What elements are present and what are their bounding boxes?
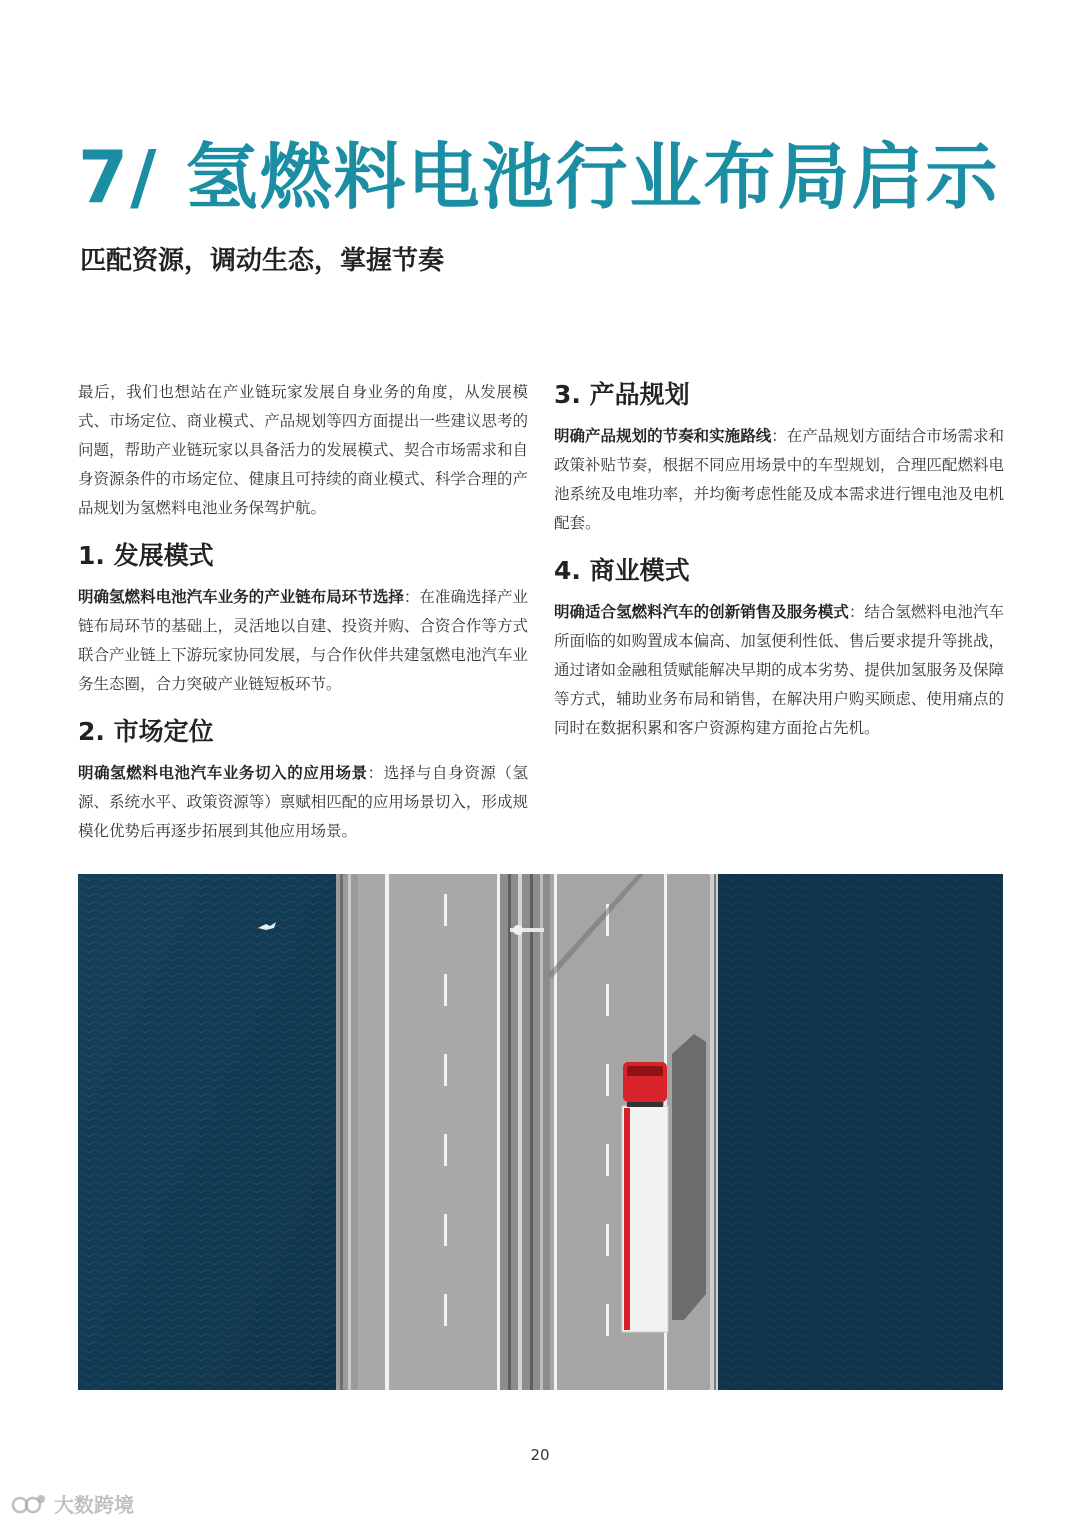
- section-body: ：在产品规划方面结合市场需求和政策补贴节奏，根据不同应用场景中的车型规划，合理匹配燃料电池系统及电堆功率，并均衡考虑性能及成本需求进行锂电池及电机配套。: [554, 427, 1004, 532]
- section-lead: 明确适合氢燃料汽车的创新销售及服务模式: [554, 603, 849, 621]
- section-lead: 明确氢燃料电池汽车业务切入的应用场景: [78, 764, 368, 782]
- section-heading-development: 1. 发展模式: [78, 541, 214, 570]
- section-paragraph-market: [78, 759, 528, 846]
- watermark-text: 大数跨境: [54, 1493, 134, 1517]
- right-column: [554, 378, 1004, 757]
- section-body: ：选择与自身资源（氢源、系统水平、政策资源等）禀赋相匹配的应用场景切入，形成规模化优势后再逐步拓展到其他应用场景。: [78, 764, 528, 840]
- section-heading-product: 3. 产品规划: [554, 380, 690, 409]
- page-number: 20: [530, 1446, 550, 1464]
- intro-paragraph: 最后，我们也想站在产业链玩家发展自身业务的角度，从发展模式、市场定位、商业模式、产品规划等四方面提出一些建议思考的问题，帮助产业链玩家以具备活力的发展模式、契合市场需求和自身资源条件的市场定位、健康且可持续的商业模式、科学合理的产品规划为氢燃料电池业务保驾护航。: [78, 383, 528, 517]
- section-body: ：在准确选择产业链布局环节的基础上，灵活地以自建、投资并购、合资合作等方式联合产业链上下游玩家协同发展，与合作伙伴共建氢燃电池汽车业务生态圈，合力突破产业链短板环节。: [78, 588, 528, 693]
- section-paragraph-development: [78, 583, 528, 699]
- section-paragraph-business: [554, 598, 1004, 743]
- section-lead: 明确产品规划的节奏和实施路线: [554, 427, 772, 445]
- watermark-logo-icon: [10, 1491, 48, 1517]
- page-subtitle: 匹配资源，调动生态，掌握节奏: [80, 246, 445, 276]
- section-lead: 明确氢燃料电池汽车业务的产业链布局环节选择: [78, 588, 404, 606]
- section-heading-business: 4. 商业模式: [554, 556, 690, 585]
- page-title: 7/ 氢燃料电池行业布局启示: [78, 135, 1000, 219]
- section-heading-market: 2. 市场定位: [78, 717, 214, 746]
- left-column: [78, 378, 528, 860]
- section-paragraph-product: [554, 422, 1004, 538]
- bridge-truck-photo: [78, 874, 1003, 1390]
- watermark: [10, 1489, 134, 1518]
- section-body: ：结合氢燃料电池汽车所面临的如购置成本偏高、加氢便利性低、售后要求提升等挑战，通过诸如金融租赁赋能解决早期的成本劣势、提供加氢服务及保障等方式，辅助业务布局和销售，在解决用户购买顾虑、使用痛点的同时在数据积累和客户资源构建方面抢占先机。: [554, 603, 1004, 737]
